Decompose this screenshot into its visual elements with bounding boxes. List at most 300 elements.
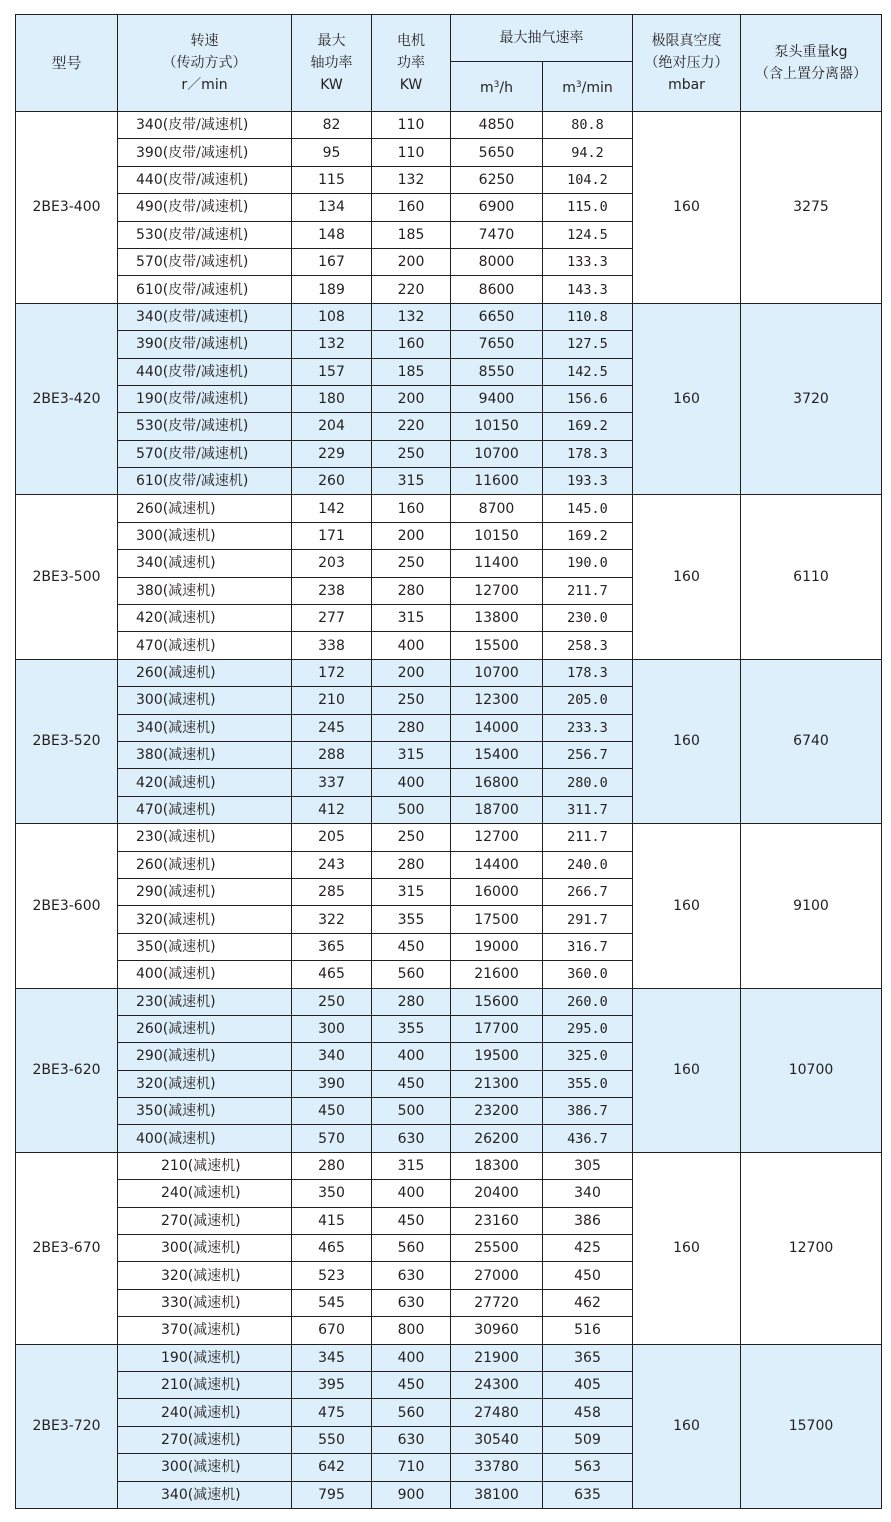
motor-power-cell: 200 xyxy=(372,522,451,549)
flow-m3h-cell: 6250 xyxy=(451,166,543,193)
pump-weight-cell: 9100 xyxy=(741,824,882,988)
flow-m3h-cell: 9400 xyxy=(451,385,543,412)
motor-power-cell: 500 xyxy=(372,1098,451,1125)
header-speed-line2: （传动方式） xyxy=(162,55,247,71)
header-motor-line2: 功率 xyxy=(397,55,425,71)
motor-power-cell: 900 xyxy=(372,1481,451,1508)
motor-power-cell: 400 xyxy=(372,1344,451,1371)
flow-m3h-cell: 23160 xyxy=(451,1207,543,1234)
header-weight-line1: 泵头重量kg xyxy=(774,44,848,60)
speed-cell: 340(皮带/减速机) xyxy=(118,112,292,139)
table-row xyxy=(16,1344,882,1371)
motor-power-cell: 400 xyxy=(372,769,451,796)
flow-m3h-cell: 10700 xyxy=(451,440,543,467)
speed-cell: 190(减速机) xyxy=(118,1344,292,1371)
shaft-power-cell: 204 xyxy=(292,413,372,440)
shaft-power-cell: 134 xyxy=(292,194,372,221)
flow-m3min-cell: 258.3 xyxy=(543,632,633,659)
model-cell: 2BE3-620 xyxy=(16,988,118,1152)
table-row xyxy=(16,495,882,522)
flow-m3h-cell: 12700 xyxy=(451,577,543,604)
speed-cell: 230(减速机) xyxy=(118,988,292,1015)
speed-cell: 300(减速机) xyxy=(118,687,292,714)
speed-cell: 320(减速机) xyxy=(118,1262,292,1289)
flow-m3min-cell: 425 xyxy=(543,1235,633,1262)
model-cell: 2BE3-600 xyxy=(16,824,118,988)
speed-cell: 300(减速机) xyxy=(118,522,292,549)
flow-m3min-cell: 509 xyxy=(543,1426,633,1453)
flow-m3min-cell: 450 xyxy=(543,1262,633,1289)
flow-m3min-cell: 80.8 xyxy=(543,112,633,139)
flow-m3min-cell: 462 xyxy=(543,1289,633,1316)
flow-m3h-cell: 21600 xyxy=(451,961,543,988)
speed-cell: 270(减速机) xyxy=(118,1426,292,1453)
flow-m3min-cell: 169.2 xyxy=(543,413,633,440)
speed-cell: 340(减速机) xyxy=(118,1481,292,1508)
speed-cell: 440(皮带/减速机) xyxy=(118,166,292,193)
header-speed xyxy=(118,15,292,112)
motor-power-cell: 315 xyxy=(372,741,451,768)
motor-power-cell: 185 xyxy=(372,221,451,248)
flow-m3min-cell: 311.7 xyxy=(543,796,633,823)
speed-cell: 210(减速机) xyxy=(118,1371,292,1398)
speed-cell: 610(皮带/减速机) xyxy=(118,276,292,303)
motor-power-cell: 160 xyxy=(372,331,451,358)
flow-m3h-cell: 18300 xyxy=(451,1152,543,1179)
pump-spec-table xyxy=(15,14,882,1509)
shaft-power-cell: 365 xyxy=(292,933,372,960)
flow-m3h-cell: 8550 xyxy=(451,358,543,385)
motor-power-cell: 315 xyxy=(372,605,451,632)
speed-cell: 530(皮带/减速机) xyxy=(118,413,292,440)
shaft-power-cell: 277 xyxy=(292,605,372,632)
table-row xyxy=(16,112,882,139)
shaft-power-cell: 450 xyxy=(292,1098,372,1125)
flow-m3min-cell: 124.5 xyxy=(543,221,633,248)
flow-m3min-cell: 386.7 xyxy=(543,1098,633,1125)
flow-m3min-cell: 211.7 xyxy=(543,577,633,604)
flow-m3min-cell: 178.3 xyxy=(543,659,633,686)
speed-cell: 370(减速机) xyxy=(118,1317,292,1344)
flow-m3min-cell: 340 xyxy=(543,1180,633,1207)
flow-m3min-cell: 145.0 xyxy=(543,495,633,522)
header-shaft-line3: KW xyxy=(320,77,343,93)
speed-cell: 570(皮带/减速机) xyxy=(118,440,292,467)
flow-m3h-cell: 19000 xyxy=(451,933,543,960)
flow-m3min-cell: 405 xyxy=(543,1371,633,1398)
flow-m3min-cell: 365 xyxy=(543,1344,633,1371)
speed-cell: 340(减速机) xyxy=(118,714,292,741)
shaft-power-cell: 82 xyxy=(292,112,372,139)
shaft-power-cell: 465 xyxy=(292,1235,372,1262)
shaft-power-cell: 210 xyxy=(292,687,372,714)
motor-power-cell: 132 xyxy=(372,303,451,330)
header-motor-line1: 电机 xyxy=(397,33,425,49)
motor-power-cell: 110 xyxy=(372,112,451,139)
ultimate-vacuum-cell: 160 xyxy=(633,1152,741,1344)
flow-m3min-cell: 143.3 xyxy=(543,276,633,303)
speed-cell: 400(减速机) xyxy=(118,961,292,988)
flow-m3min-cell: 233.3 xyxy=(543,714,633,741)
ultimate-vacuum-cell: 160 xyxy=(633,495,741,659)
speed-cell: 440(皮带/减速机) xyxy=(118,358,292,385)
flow-m3min-cell: 133.3 xyxy=(543,248,633,275)
flow-m3min-cell: 260.0 xyxy=(543,988,633,1015)
speed-cell: 290(减速机) xyxy=(118,1043,292,1070)
speed-cell: 300(减速机) xyxy=(118,1235,292,1262)
flow-m3h-cell: 20400 xyxy=(451,1180,543,1207)
flow-m3h-cell: 11400 xyxy=(451,550,543,577)
ultimate-vacuum-cell: 160 xyxy=(633,659,741,823)
speed-cell: 290(减速机) xyxy=(118,878,292,905)
flow-m3min-cell: 256.7 xyxy=(543,741,633,768)
flow-m3min-cell: 94.2 xyxy=(543,139,633,166)
header-vacuum-line1: 极限真空度 xyxy=(651,33,722,49)
shaft-power-cell: 95 xyxy=(292,139,372,166)
flow-m3h-cell: 10150 xyxy=(451,522,543,549)
flow-m3h-cell: 10150 xyxy=(451,413,543,440)
speed-cell: 340(皮带/减速机) xyxy=(118,303,292,330)
table-row xyxy=(16,659,882,686)
flow-m3h-cell: 5650 xyxy=(451,139,543,166)
speed-cell: 400(减速机) xyxy=(118,1125,292,1152)
motor-power-cell: 280 xyxy=(372,577,451,604)
motor-power-cell: 630 xyxy=(372,1125,451,1152)
shaft-power-cell: 415 xyxy=(292,1207,372,1234)
flow-m3h-cell: 21900 xyxy=(451,1344,543,1371)
flow-m3h-cell: 6900 xyxy=(451,194,543,221)
header-motor-power xyxy=(372,15,451,112)
shaft-power-cell: 338 xyxy=(292,632,372,659)
motor-power-cell: 560 xyxy=(372,961,451,988)
flow-m3min-cell: 355.0 xyxy=(543,1070,633,1097)
motor-power-cell: 280 xyxy=(372,988,451,1015)
header-shaft-line1: 最大 xyxy=(317,33,346,49)
shaft-power-cell: 115 xyxy=(292,166,372,193)
motor-power-cell: 280 xyxy=(372,851,451,878)
flow-m3min-cell: 266.7 xyxy=(543,878,633,905)
header-weight-line2: （含上置分离器） xyxy=(755,66,867,82)
header-ultimate-vacuum xyxy=(633,15,741,112)
motor-power-cell: 110 xyxy=(372,139,451,166)
model-cell: 2BE3-500 xyxy=(16,495,118,659)
flow-m3min-cell: 115.0 xyxy=(543,194,633,221)
flow-m3h-cell: 15600 xyxy=(451,988,543,1015)
header-speed-line3: r／min xyxy=(181,77,228,93)
flow-m3h-cell: 8600 xyxy=(451,276,543,303)
speed-cell: 190(皮带/减速机) xyxy=(118,385,292,412)
motor-power-cell: 220 xyxy=(372,413,451,440)
flow-m3min-cell: 127.5 xyxy=(543,331,633,358)
pump-weight-cell: 12700 xyxy=(741,1152,882,1344)
flow-m3h-cell: 25500 xyxy=(451,1235,543,1262)
shaft-power-cell: 550 xyxy=(292,1426,372,1453)
speed-cell: 300(减速机) xyxy=(118,1454,292,1481)
header-unit-m3min: $m^3/\min$ xyxy=(543,62,633,112)
flow-m3h-cell: 15500 xyxy=(451,632,543,659)
shaft-power-cell: 243 xyxy=(292,851,372,878)
speed-cell: 270(减速机) xyxy=(118,1207,292,1234)
motor-power-cell: 315 xyxy=(372,468,451,495)
shaft-power-cell: 545 xyxy=(292,1289,372,1316)
speed-cell: 380(减速机) xyxy=(118,741,292,768)
speed-cell: 350(减速机) xyxy=(118,1098,292,1125)
flow-m3min-cell: 190.0 xyxy=(543,550,633,577)
table-header xyxy=(16,15,882,112)
shaft-power-cell: 465 xyxy=(292,961,372,988)
shaft-power-cell: 171 xyxy=(292,522,372,549)
header-unit-m3h: $m^3/h$ xyxy=(451,62,543,112)
flow-m3h-cell: 10700 xyxy=(451,659,543,686)
flow-m3h-cell: 19500 xyxy=(451,1043,543,1070)
shaft-power-cell: 337 xyxy=(292,769,372,796)
model-cell: 2BE3-400 xyxy=(16,112,118,304)
flow-m3h-cell: 11600 xyxy=(451,468,543,495)
shaft-power-cell: 132 xyxy=(292,331,372,358)
flow-m3min-cell: 280.0 xyxy=(543,769,633,796)
speed-cell: 350(减速机) xyxy=(118,933,292,960)
shaft-power-cell: 412 xyxy=(292,796,372,823)
shaft-power-cell: 238 xyxy=(292,577,372,604)
pump-weight-cell: 3720 xyxy=(741,303,882,495)
shaft-power-cell: 260 xyxy=(292,468,372,495)
motor-power-cell: 710 xyxy=(372,1454,451,1481)
flow-m3min-cell: 104.2 xyxy=(543,166,633,193)
flow-m3min-cell: 230.0 xyxy=(543,605,633,632)
motor-power-cell: 200 xyxy=(372,385,451,412)
motor-power-cell: 160 xyxy=(372,495,451,522)
motor-power-cell: 450 xyxy=(372,1207,451,1234)
speed-cell: 490(皮带/减速机) xyxy=(118,194,292,221)
motor-power-cell: 500 xyxy=(372,796,451,823)
flow-m3h-cell: 27480 xyxy=(451,1399,543,1426)
motor-power-cell: 560 xyxy=(372,1399,451,1426)
shaft-power-cell: 285 xyxy=(292,878,372,905)
flow-m3h-cell: 33780 xyxy=(451,1454,543,1481)
speed-cell: 470(减速机) xyxy=(118,632,292,659)
flow-m3h-cell: 21300 xyxy=(451,1070,543,1097)
header-shaft-line2: 轴功率 xyxy=(310,55,353,71)
motor-power-cell: 250 xyxy=(372,550,451,577)
motor-power-cell: 630 xyxy=(372,1289,451,1316)
flow-m3h-cell: 30540 xyxy=(451,1426,543,1453)
shaft-power-cell: 350 xyxy=(292,1180,372,1207)
speed-cell: 240(减速机) xyxy=(118,1399,292,1426)
header-speed-line1: 转速 xyxy=(190,33,219,49)
flow-m3min-cell: 325.0 xyxy=(543,1043,633,1070)
shaft-power-cell: 180 xyxy=(292,385,372,412)
shaft-power-cell: 345 xyxy=(292,1344,372,1371)
flow-m3min-cell: 516 xyxy=(543,1317,633,1344)
motor-power-cell: 200 xyxy=(372,659,451,686)
motor-power-cell: 630 xyxy=(372,1262,451,1289)
ultimate-vacuum-cell: 160 xyxy=(633,112,741,304)
speed-cell: 260(减速机) xyxy=(118,659,292,686)
shaft-power-cell: 340 xyxy=(292,1043,372,1070)
motor-power-cell: 280 xyxy=(372,714,451,741)
flow-m3h-cell: 8700 xyxy=(451,495,543,522)
flow-m3h-cell: 16800 xyxy=(451,769,543,796)
speed-cell: 240(减速机) xyxy=(118,1180,292,1207)
pump-weight-cell: 6110 xyxy=(741,495,882,659)
shaft-power-cell: 523 xyxy=(292,1262,372,1289)
speed-cell: 260(减速机) xyxy=(118,851,292,878)
speed-cell: 420(减速机) xyxy=(118,605,292,632)
flow-m3min-cell: 110.8 xyxy=(543,303,633,330)
flow-m3h-cell: 27000 xyxy=(451,1262,543,1289)
flow-m3h-cell: 14400 xyxy=(451,851,543,878)
shaft-power-cell: 245 xyxy=(292,714,372,741)
flow-m3min-cell: 360.0 xyxy=(543,961,633,988)
flow-m3min-cell: 240.0 xyxy=(543,851,633,878)
flow-m3h-cell: 30960 xyxy=(451,1317,543,1344)
table-body xyxy=(16,112,882,1509)
flow-m3min-cell: 178.3 xyxy=(543,440,633,467)
header-pump-weight xyxy=(741,15,882,112)
speed-cell: 420(减速机) xyxy=(118,769,292,796)
flow-m3min-cell: 436.7 xyxy=(543,1125,633,1152)
flow-m3h-cell: 8000 xyxy=(451,248,543,275)
motor-power-cell: 355 xyxy=(372,1015,451,1042)
flow-m3h-cell: 23200 xyxy=(451,1098,543,1125)
pump-weight-cell: 10700 xyxy=(741,988,882,1152)
motor-power-cell: 250 xyxy=(372,440,451,467)
shaft-power-cell: 205 xyxy=(292,824,372,851)
shaft-power-cell: 250 xyxy=(292,988,372,1015)
shaft-power-cell: 288 xyxy=(292,741,372,768)
flow-m3h-cell: 4850 xyxy=(451,112,543,139)
flow-m3min-cell: 386 xyxy=(543,1207,633,1234)
flow-m3h-cell: 6650 xyxy=(451,303,543,330)
table-row xyxy=(16,824,882,851)
shaft-power-cell: 300 xyxy=(292,1015,372,1042)
flow-m3h-cell: 27720 xyxy=(451,1289,543,1316)
speed-cell: 320(减速机) xyxy=(118,906,292,933)
speed-cell: 320(减速机) xyxy=(118,1070,292,1097)
motor-power-cell: 355 xyxy=(372,906,451,933)
header-shaft-power xyxy=(292,15,372,112)
speed-cell: 340(减速机) xyxy=(118,550,292,577)
shaft-power-cell: 142 xyxy=(292,495,372,522)
flow-m3h-cell: 26200 xyxy=(451,1125,543,1152)
speed-cell: 230(减速机) xyxy=(118,824,292,851)
shaft-power-cell: 172 xyxy=(292,659,372,686)
ultimate-vacuum-cell: 160 xyxy=(633,303,741,495)
speed-cell: 570(皮带/减速机) xyxy=(118,248,292,275)
model-cell: 2BE3-670 xyxy=(16,1152,118,1344)
shaft-power-cell: 670 xyxy=(292,1317,372,1344)
motor-power-cell: 250 xyxy=(372,824,451,851)
motor-power-cell: 400 xyxy=(372,1180,451,1207)
ultimate-vacuum-cell: 160 xyxy=(633,1344,741,1508)
speed-cell: 260(减速机) xyxy=(118,1015,292,1042)
shaft-power-cell: 157 xyxy=(292,358,372,385)
motor-power-cell: 200 xyxy=(372,248,451,275)
table-row xyxy=(16,1152,882,1179)
flow-m3h-cell: 15400 xyxy=(451,741,543,768)
motor-power-cell: 160 xyxy=(372,194,451,221)
motor-power-cell: 800 xyxy=(372,1317,451,1344)
shaft-power-cell: 280 xyxy=(292,1152,372,1179)
motor-power-cell: 400 xyxy=(372,1043,451,1070)
shaft-power-cell: 167 xyxy=(292,248,372,275)
motor-power-cell: 132 xyxy=(372,166,451,193)
shaft-power-cell: 395 xyxy=(292,1371,372,1398)
speed-cell: 610(皮带/减速机) xyxy=(118,468,292,495)
flow-m3h-cell: 18700 xyxy=(451,796,543,823)
speed-cell: 210(减速机) xyxy=(118,1152,292,1179)
flow-m3h-cell: 17700 xyxy=(451,1015,543,1042)
motor-power-cell: 450 xyxy=(372,933,451,960)
motor-power-cell: 450 xyxy=(372,1371,451,1398)
flow-m3min-cell: 156.6 xyxy=(543,385,633,412)
shaft-power-cell: 108 xyxy=(292,303,372,330)
flow-m3min-cell: 169.2 xyxy=(543,522,633,549)
header-vacuum-line3: mbar xyxy=(668,77,705,93)
model-cell: 2BE3-720 xyxy=(16,1344,118,1508)
table-row xyxy=(16,988,882,1015)
motor-power-cell: 220 xyxy=(372,276,451,303)
pump-weight-cell: 3275 xyxy=(741,112,882,304)
header-pumping-speed: 最大抽气速率 xyxy=(451,15,633,62)
flow-m3min-cell: 142.5 xyxy=(543,358,633,385)
flow-m3min-cell: 205.0 xyxy=(543,687,633,714)
shaft-power-cell: 189 xyxy=(292,276,372,303)
motor-power-cell: 450 xyxy=(372,1070,451,1097)
motor-power-cell: 315 xyxy=(372,1152,451,1179)
flow-m3min-cell: 211.7 xyxy=(543,824,633,851)
motor-power-cell: 560 xyxy=(372,1235,451,1262)
ultimate-vacuum-cell: 160 xyxy=(633,988,741,1152)
flow-m3h-cell: 7650 xyxy=(451,331,543,358)
shaft-power-cell: 203 xyxy=(292,550,372,577)
shaft-power-cell: 795 xyxy=(292,1481,372,1508)
motor-power-cell: 250 xyxy=(372,687,451,714)
flow-m3h-cell: 16000 xyxy=(451,878,543,905)
shaft-power-cell: 390 xyxy=(292,1070,372,1097)
pump-weight-cell: 15700 xyxy=(741,1344,882,1508)
shaft-power-cell: 475 xyxy=(292,1399,372,1426)
flow-m3min-cell: 305 xyxy=(543,1152,633,1179)
speed-cell: 470(减速机) xyxy=(118,796,292,823)
shaft-power-cell: 642 xyxy=(292,1454,372,1481)
flow-m3h-cell: 17500 xyxy=(451,906,543,933)
flow-m3min-cell: 316.7 xyxy=(543,933,633,960)
header-model: 型号 xyxy=(16,15,118,112)
flow-m3min-cell: 635 xyxy=(543,1481,633,1508)
flow-m3h-cell: 12300 xyxy=(451,687,543,714)
speed-cell: 260(减速机) xyxy=(118,495,292,522)
speed-cell: 390(皮带/减速机) xyxy=(118,331,292,358)
flow-m3h-cell: 13800 xyxy=(451,605,543,632)
motor-power-cell: 315 xyxy=(372,878,451,905)
header-vacuum-line2: （绝对压力） xyxy=(644,55,729,71)
motor-power-cell: 185 xyxy=(372,358,451,385)
flow-m3h-cell: 7470 xyxy=(451,221,543,248)
motor-power-cell: 400 xyxy=(372,632,451,659)
model-cell: 2BE3-420 xyxy=(16,303,118,495)
speed-cell: 330(减速机) xyxy=(118,1289,292,1316)
flow-m3min-cell: 193.3 xyxy=(543,468,633,495)
ultimate-vacuum-cell: 160 xyxy=(633,824,741,988)
flow-m3h-cell: 14000 xyxy=(451,714,543,741)
speed-cell: 390(皮带/减速机) xyxy=(118,139,292,166)
pump-weight-cell: 6740 xyxy=(741,659,882,823)
speed-cell: 530(皮带/减速机) xyxy=(118,221,292,248)
flow-m3min-cell: 458 xyxy=(543,1399,633,1426)
flow-m3h-cell: 38100 xyxy=(451,1481,543,1508)
speed-cell: 380(减速机) xyxy=(118,577,292,604)
